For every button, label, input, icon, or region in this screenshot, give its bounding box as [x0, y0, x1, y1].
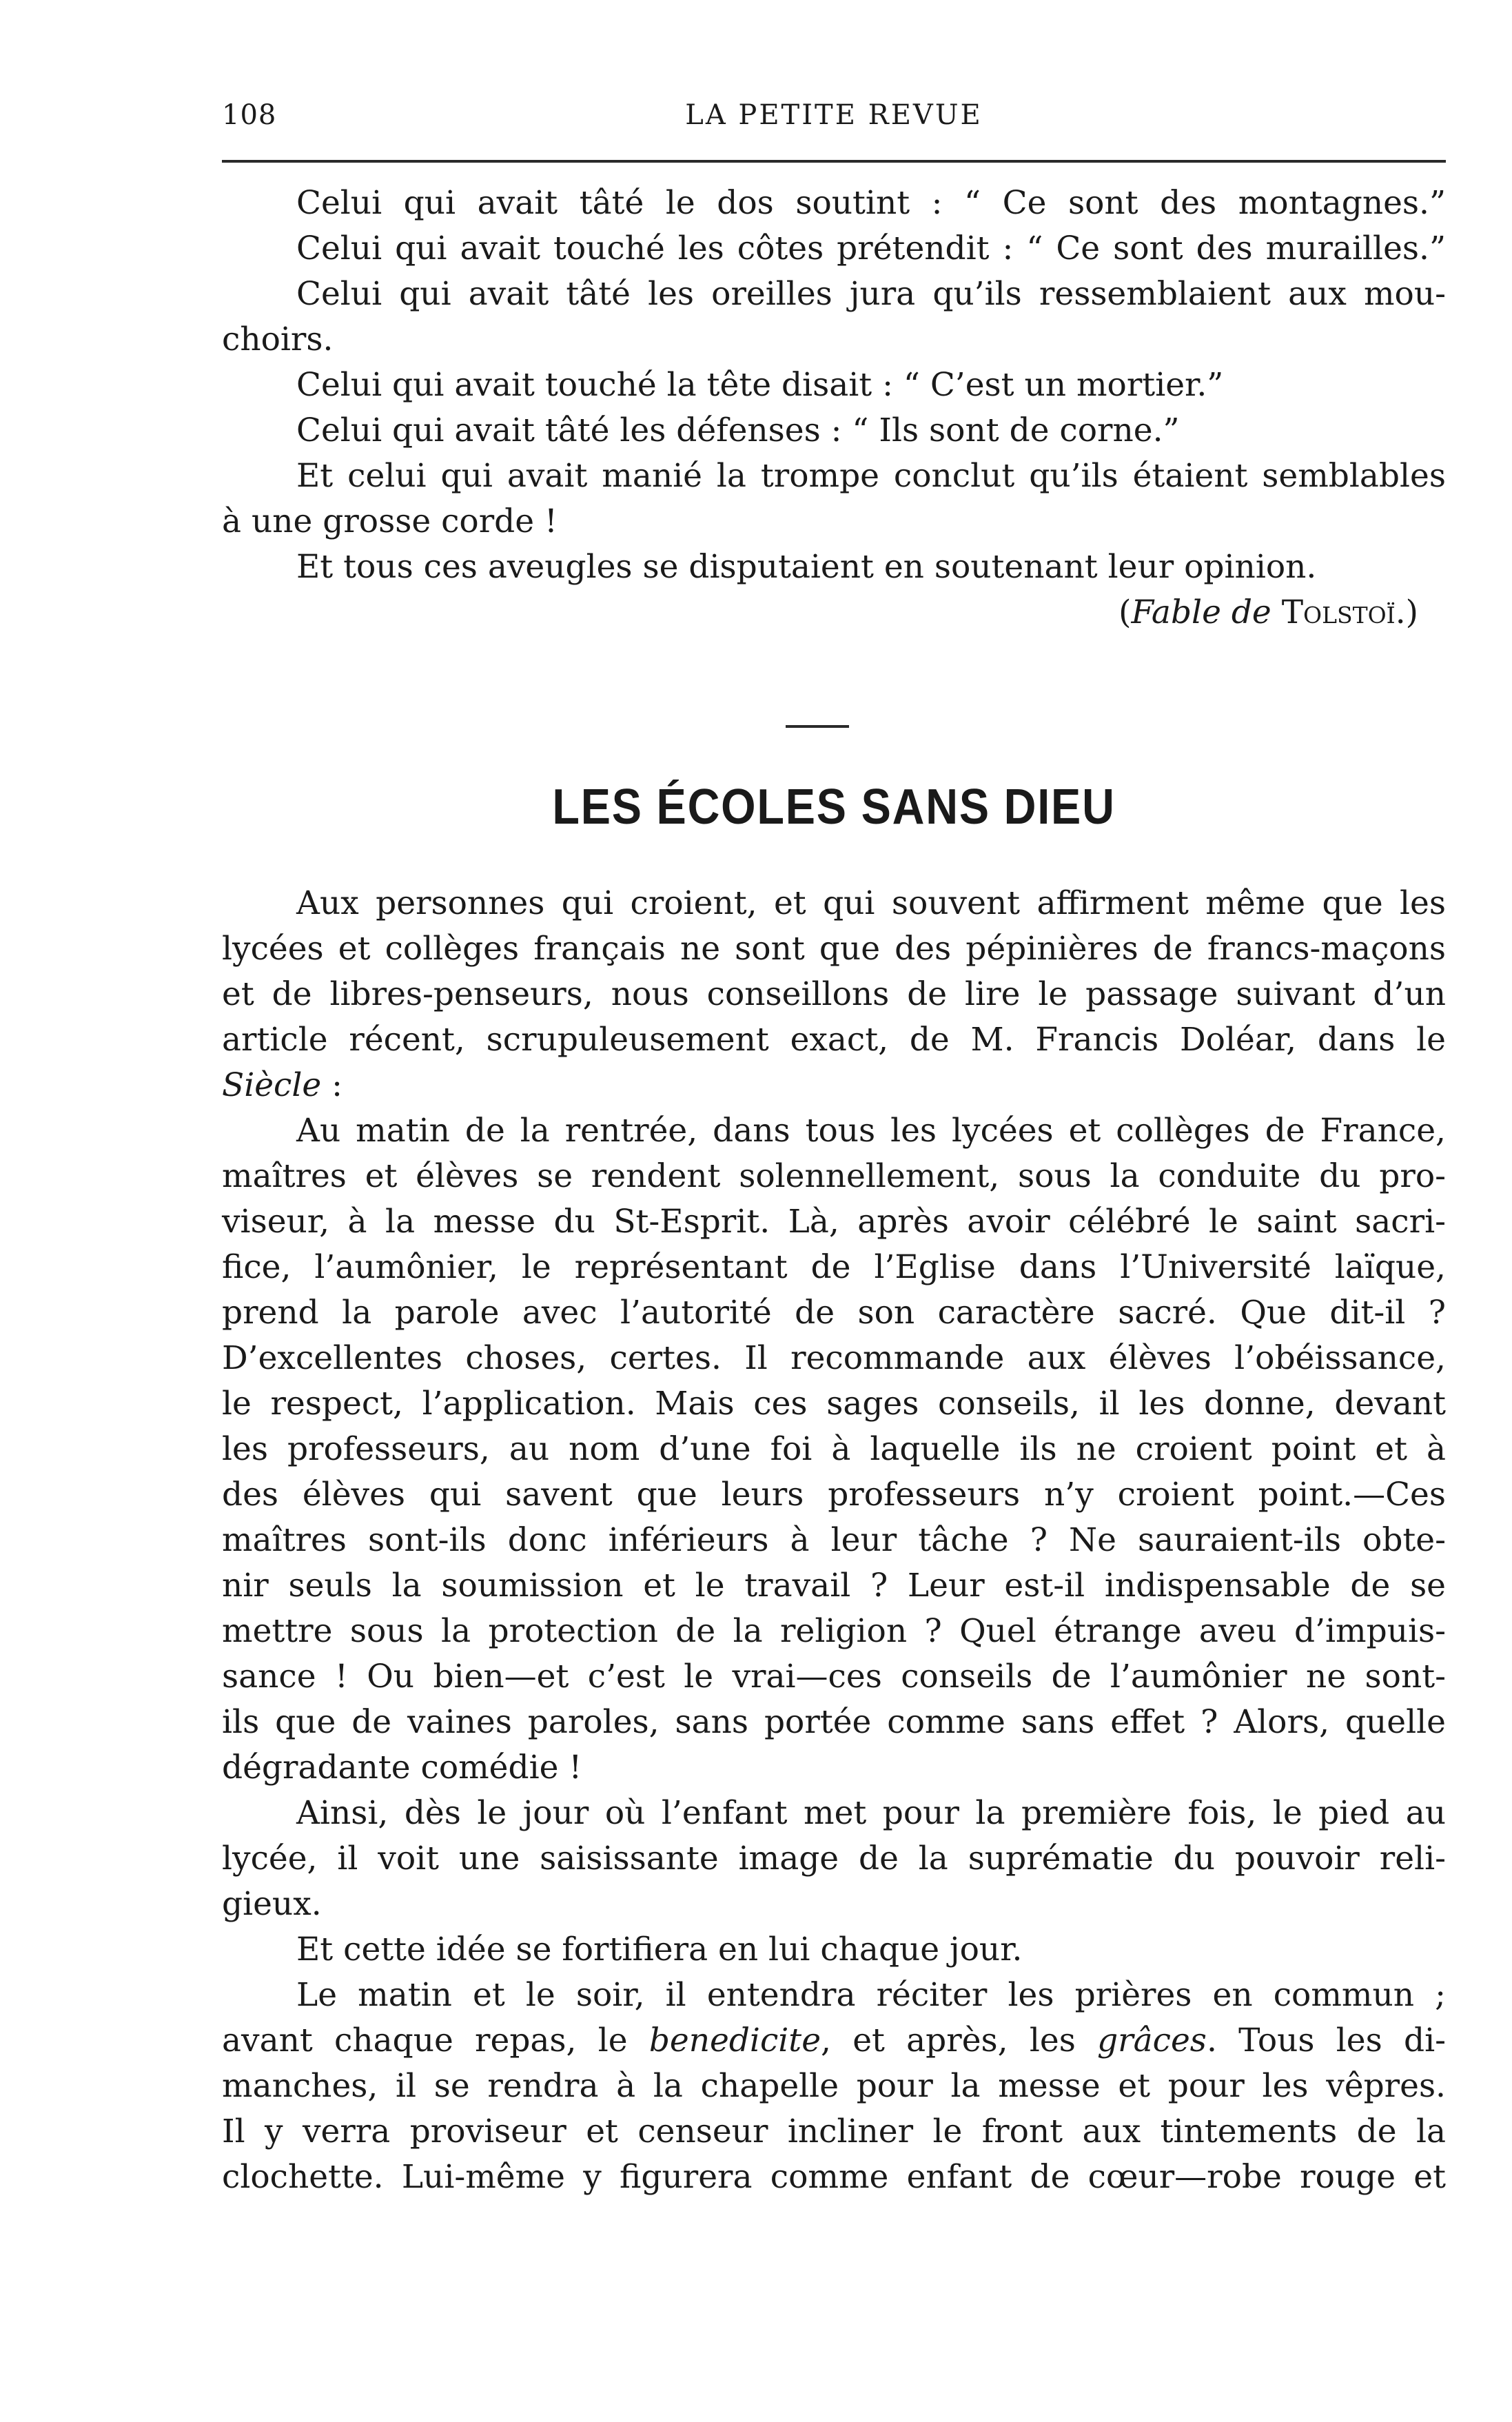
fable-attribution: [222, 590, 1446, 635]
paragraph-line: Il y verra proviseur et censeur incliner le front aux tintements de la: [222, 2113, 1446, 2150]
paragraph-line: maîtres sont-ils donc inférieurs à leur tâche ? Ne sauraient-ils obte-: [222, 1521, 1446, 1559]
fable-line: à une grosse corde !: [222, 502, 558, 540]
paragraph-line: lycées et collèges français ne sont que des pépinières de francs-maçons: [222, 930, 1446, 968]
paragraph-line: lycée, il voit une saisissante image de la suprématie du pouvoir reli-: [222, 1840, 1446, 1877]
paragraph-line: viseur, à la messe du St-Esprit. Là, après avoir célébré le saint sacri-: [222, 1203, 1446, 1241]
paragraph-line: Et cette idée se fortifiera en lui chaque jour.: [296, 1931, 1023, 1968]
paragraph-line: et de libres-penseurs, nous conseillons de lire le passage suivant d’un: [222, 975, 1446, 1013]
paragraph-line: sance ! Ou bien—et c’est le vrai—ces conseils de l’aumônier ne sont-: [222, 1658, 1446, 1696]
paragraph-line: mettre sous la protection de la religion ? Quel étrange aveu d’impuis-: [222, 1612, 1446, 1650]
italic-term: grâces: [1097, 2022, 1207, 2059]
paragraph-text: avant chaque repas, le: [222, 2022, 649, 2059]
paragraph-line: clochette. Lui-même y figurera comme enfant de cœur—robe rouge et: [222, 2158, 1446, 2196]
running-title: LA PETITE REVUE: [685, 99, 983, 131]
article-body: [222, 881, 1446, 2200]
attribution-open: (: [1118, 593, 1132, 631]
section-divider: [786, 725, 849, 728]
fable-line: Et tous ces aveugles se disputaient en soutenant leur opinion.: [296, 548, 1317, 586]
article-title: LES ÉCOLES SANS DIEU: [552, 780, 1116, 835]
fable-line: Celui qui avait tâté le dos soutint : “ Ce sont des montagnes.”: [296, 184, 1446, 222]
newspaper-name: Siècle: [222, 1066, 322, 1104]
paragraph-line: des élèves qui savent que leurs professeurs n’y croient point.—Ces: [222, 1476, 1446, 1514]
fable-line: Celui qui avait tâté les oreilles jura qu’ils ressemblaient aux mou-: [296, 275, 1446, 313]
attribution-close: .): [1395, 593, 1418, 631]
paragraph-line: manches, il se rendra à la chapelle pour la messe et pour les vêpres.: [222, 2067, 1446, 2105]
page-number: 108: [222, 99, 277, 131]
paragraph-text: :: [321, 1066, 343, 1104]
paragraph-line: [222, 1063, 1446, 1108]
fable-line: Celui qui avait touché les côtes prétendit : “ Ce sont des murailles.”: [296, 230, 1446, 267]
paragraph-line: les professeurs, au nom d’une foi à laquelle ils ne croient point et à: [222, 1430, 1446, 1468]
paragraph-line: gieux.: [222, 1885, 322, 1923]
paragraph-line: le respect, l’application. Mais ces sages conseils, il les donne, devant: [222, 1385, 1446, 1423]
paragraph-line: D’excellentes choses, certes. Il recommande aux élèves l’obéissance,: [222, 1339, 1446, 1377]
paragraph-line: [222, 2018, 1446, 2064]
paragraph-line: maîtres et élèves se rendent solennellement, sous la conduite du pro-: [222, 1157, 1446, 1195]
paragraph-text: . Tous les di-: [1206, 2022, 1446, 2059]
page-header: [222, 92, 1446, 141]
paragraph-line: dégradante comédie !: [222, 1749, 582, 1787]
paragraph-line: fice, l’aumônier, le représentant de l’Eglise dans l’Université laïque,: [222, 1248, 1446, 1286]
paragraph-line: Aux personnes qui croient, et qui souvent affirment même que les: [296, 884, 1446, 922]
paragraph-line: Le matin et le soir, il entendra réciter les prières en commun ;: [296, 1976, 1446, 2014]
fable-line: Et celui qui avait manié la trompe conclut qu’ils étaient semblables: [296, 457, 1446, 495]
italic-term: benedicite: [648, 2022, 821, 2059]
paragraph-line: Ainsi, dès le jour où l’enfant met pour la première fois, le pied au: [296, 1794, 1446, 1832]
paragraph-line: Au matin de la rentrée, dans tous les lycées et collèges de France,: [296, 1112, 1446, 1150]
paragraph-line: nir seuls la soumission et le travail ? Leur est-il indispensable de se: [222, 1567, 1446, 1605]
fable-excerpt: [222, 181, 1446, 635]
paragraph-line: ils que de vaines paroles, sans portée comme sans effet ? Alors, quelle: [222, 1703, 1446, 1741]
fable-line: Celui qui avait touché la tête disait : “ C’est un mortier.”: [296, 366, 1224, 404]
header-rule: [222, 160, 1446, 163]
fable-line: choirs.: [222, 320, 334, 358]
paragraph-line: article récent, scrupuleusement exact, de M. Francis Doléar, dans le: [222, 1021, 1446, 1059]
attribution-author: Tolstoï: [1281, 593, 1396, 631]
fable-line: Celui qui avait tâté les défenses : “ Ils sont de corne.”: [296, 411, 1180, 449]
attribution-fable: Fable de: [1131, 593, 1271, 631]
paragraph-text: , et après, les: [821, 2022, 1098, 2059]
paragraph-line: prend la parole avec l’autorité de son caractère sacré. Que dit-il ?: [222, 1294, 1446, 1332]
